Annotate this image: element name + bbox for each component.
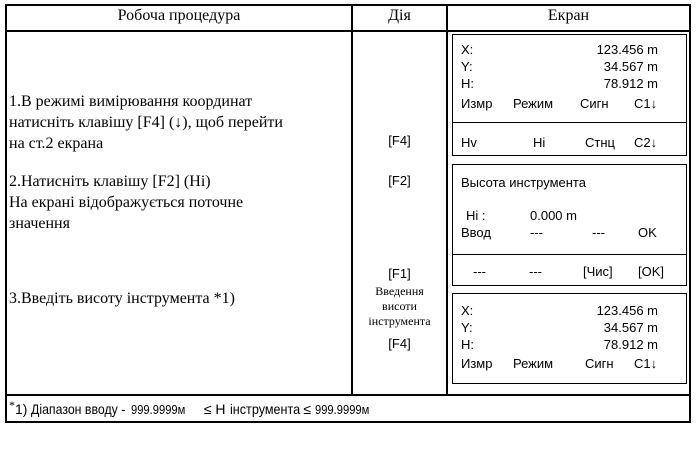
header-procedure: Робоча процедура bbox=[117, 7, 241, 24]
screen-2-softkey-num: [Чис] bbox=[583, 264, 613, 279]
footnote-min-value: 999.9999м bbox=[130, 402, 185, 417]
screen-1-page2-softkey-f2: Hi bbox=[533, 135, 546, 150]
screen-2-display bbox=[452, 164, 687, 286]
screen-2-softkey-f2: --- bbox=[529, 264, 542, 279]
step-3-note-line-2: висоти bbox=[382, 299, 417, 313]
screen-2-softkey-f1: --- bbox=[473, 264, 486, 279]
screen-3-display bbox=[452, 293, 687, 384]
screen-2-row-ok: OK bbox=[638, 225, 657, 240]
step-2-action: [F2] bbox=[388, 173, 411, 188]
screen-1-y-value: 34.567 m bbox=[603, 59, 658, 74]
screen-1-x-value: 123.456 m bbox=[596, 42, 658, 57]
step-3-action-key-2: [F4] bbox=[388, 336, 411, 351]
screen-1-display bbox=[452, 34, 687, 156]
footnote-marker: * bbox=[9, 398, 15, 412]
screen-1-y-label: Y: bbox=[461, 59, 473, 74]
screen-3-y-value: 34.567 m bbox=[603, 320, 658, 335]
screen-1-page2-softkey-f4: C2↓ bbox=[634, 135, 658, 150]
screen-1-page2-softkey-f1: Hv bbox=[461, 135, 477, 150]
footnote-text-range: Діапазон вводу - bbox=[31, 401, 126, 417]
footnote bbox=[9, 398, 689, 421]
screen-1-softkey-f4: C1↓ bbox=[634, 96, 658, 111]
screen-1-separator bbox=[453, 122, 686, 123]
footnote-max-value: 999.9999м bbox=[315, 402, 370, 417]
step-1-line-3: на ст.2 екрана bbox=[9, 135, 104, 152]
screen-3-softkey-f4: C1↓ bbox=[634, 356, 658, 371]
footnote-le-h: ≤ H bbox=[203, 401, 226, 417]
column-divider-2 bbox=[446, 4, 448, 395]
screen-1-softkey-f2: Режим bbox=[513, 96, 554, 111]
screen-2-input-label: Ввод bbox=[461, 225, 491, 240]
screen-3-softkey-f1: Измр bbox=[461, 356, 493, 371]
screen-2-row-dash-2: --- bbox=[592, 225, 605, 240]
screen-3-x-value: 123.456 m bbox=[596, 303, 658, 318]
screen-1-x-label: X: bbox=[461, 42, 474, 57]
step-2-line-1: 2.Натисніть клавішу [F2] (Hi) bbox=[9, 173, 211, 190]
screen-2-separator bbox=[453, 254, 686, 255]
step-3-action-key-1: [F1] bbox=[388, 266, 411, 281]
screen-3-h-value: 78.912 m bbox=[603, 337, 658, 352]
screen-2-hi-value: 0.000 m bbox=[530, 208, 577, 223]
screen-2-softkey-ok: [OK] bbox=[638, 264, 665, 279]
screen-1-softkey-f3: Сигн bbox=[580, 96, 609, 111]
step-2-text bbox=[9, 171, 349, 234]
step-1-action: [F4] bbox=[388, 133, 411, 148]
screen-2-hi-label: Hi : bbox=[466, 208, 486, 223]
step-1-text bbox=[9, 91, 349, 154]
footnote-text-instrument: інструмента bbox=[229, 401, 300, 417]
screen-3-x-label: X: bbox=[461, 303, 474, 318]
step-3-text: 3.Введіть висоту інструмента *1) bbox=[9, 290, 235, 307]
screen-2-title: Высота инструмента bbox=[461, 175, 586, 190]
footnote-divider bbox=[5, 394, 691, 396]
footnote-number: 1) bbox=[15, 401, 28, 417]
step-3-action-note bbox=[353, 284, 446, 329]
screen-3-h-label: H: bbox=[461, 337, 474, 352]
screen-3-y-label: Y: bbox=[461, 320, 473, 335]
step-1-line-2: натисніть клавішу [F4] (↓), щоб перейти bbox=[9, 114, 283, 131]
screen-2-row-dash-1: --- bbox=[530, 225, 543, 240]
step-3-note-line-1: Введення bbox=[375, 284, 424, 298]
screen-1-h-label: H: bbox=[461, 76, 474, 91]
screen-3-softkey-f2: Режим bbox=[513, 356, 554, 371]
screen-1-h-value: 78.912 m bbox=[603, 76, 658, 91]
header-action: Дія bbox=[388, 7, 411, 24]
footnote-le: ≤ bbox=[303, 401, 312, 417]
step-2-line-2: На екрані відображується поточне bbox=[9, 194, 244, 211]
header-screen: Екран bbox=[547, 7, 590, 24]
step-1-line-1: 1.В режимі вимірювання координат bbox=[9, 93, 253, 110]
header-divider bbox=[5, 30, 691, 32]
screen-1-softkey-f1: Измр bbox=[461, 96, 493, 111]
step-3-note-line-3: інструмента bbox=[368, 314, 431, 328]
step-2-line-3: значення bbox=[9, 215, 70, 232]
screen-1-page2-softkey-f3: Стнц bbox=[585, 135, 615, 150]
screen-3-softkey-f3: Сигн bbox=[585, 356, 614, 371]
